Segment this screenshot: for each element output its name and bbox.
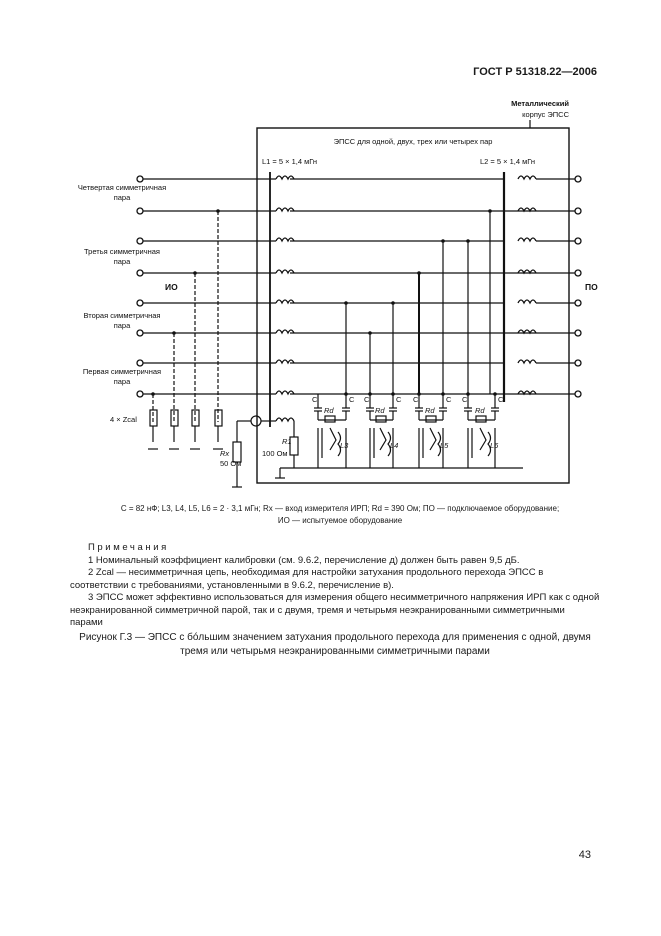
c-label: C [312,395,318,404]
terminals [137,176,581,397]
pair-label-4-line2: пара [113,193,131,202]
rd-label: Rd [425,406,435,415]
c-label: C [364,395,370,404]
rd-label: Rd [324,406,334,415]
page-number: 43 [578,849,591,861]
c-label: C [462,395,468,404]
device-title: ЭПСС для одной, двух, трех или четырех пар [333,137,493,146]
pair-label-3-line1: Третья симметричная [84,247,160,256]
pair-label-1-line2: пара [113,377,131,386]
io-label: ИО [165,282,178,292]
pair-label-1-line1: Первая симметричная [82,367,162,376]
po-label: ПО [585,282,598,292]
rd-label: Rd [375,406,385,415]
legend-line-1: C = 82 нФ; L3, L4, L5, L6 = 2 · 3,1 мГн; Rx — вход измерителя ИРП; Rd = 390 Ом; ПО — подключаемое оборудование; [120,504,560,513]
housing-label-line1: Металлический [511,99,569,108]
l2-label: L2 = 5 × 1,4 мГн [480,157,536,166]
legend-line-2: ИО — испытуемое оборудование [277,516,403,525]
zcal-resistors [148,410,223,449]
metal-housing-box [257,128,569,483]
note-3: 3 ЭПСС может эффективно использоваться для измерения общего несимметричного напряжения ИРП как с одной неэкранированной симметричной парой, так и с двумя, тремя и четырьмя неэкранированными симметричными парами [70,592,600,628]
zcal-label: 4 × Zcal [110,415,137,424]
caption-line-1: Рисунок Г.3 — ЭПСС с бóльшим значением затухания продольного перехода для применения с одной, двумя [79,632,591,643]
notes-title: Примечания [88,542,169,553]
c-label: C [498,395,504,404]
note-1: 1 Номинальный коэффициент калибровки (см. 9.6.2, перечисление д) должен быть равен 9,5 дБ. [88,554,520,566]
document-header: ГОСТ Р 51318.22—2006 [473,66,597,78]
right-output-lines [290,179,575,394]
measurement-port [251,416,261,426]
rx-value: 50 Ом [220,459,242,468]
pair-label-4-line1: Четвертая симметричная [77,183,167,192]
note-2: 2 Zcal — несимметричная цепь, необходимая для настройки затухания продольного перехода ЭПСС в соответствии с требованиями, установленными в 9.6.2, перечисление в). [70,567,544,591]
c-label: C [446,395,452,404]
l2-coils [518,176,536,394]
l4-label: L4 [390,441,399,450]
l1-label: L1 = 5 × 1,4 мГн [262,157,318,166]
left-input-lines [143,179,276,394]
figure-caption [70,631,600,659]
zcal-tap-lines [153,211,218,422]
pair-label-3-line2: пара [113,257,131,266]
rd-label: Rd [475,406,485,415]
r1-label: R1 [282,437,292,446]
l6-label: L6 [490,441,499,450]
l5-label: L5 [440,441,449,450]
r1-value: 100 Ом [262,449,288,458]
circuit-diagram [40,92,600,502]
housing-label-line2: корпус ЭПСС [522,110,569,119]
notes-block [70,542,600,630]
pair-label-2-line2: пара [113,321,131,330]
l3-label: L3 [340,441,349,450]
pair-label-2-line1: Вторая симметричная [83,311,161,320]
c-label: C [413,395,419,404]
rx-label: Rx [220,449,230,458]
l1-coils [276,176,294,421]
caption-line-2: тремя или четырьмя неэкранированными симметричными парами [180,646,490,657]
c-label: C [396,395,402,404]
c-label: C [349,395,355,404]
figure-legend [70,503,610,527]
